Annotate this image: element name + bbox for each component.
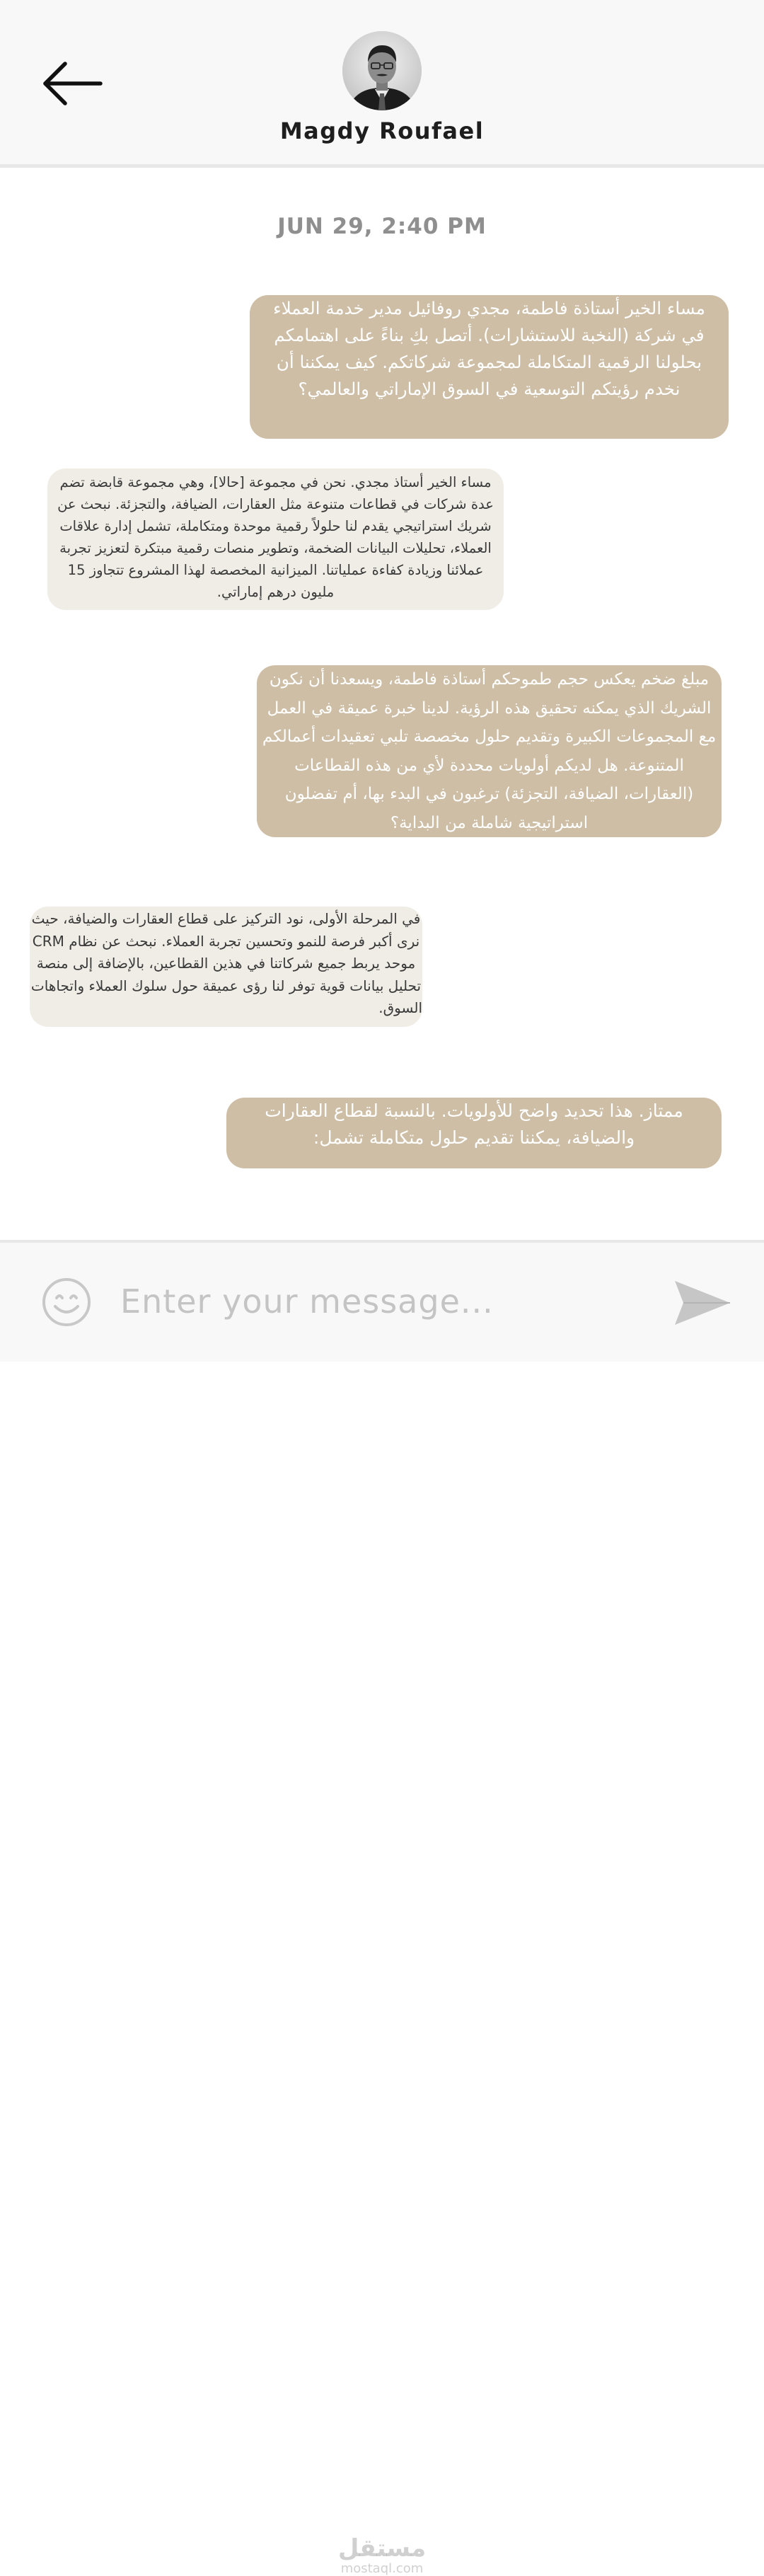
contact-name: Magdy Roufael	[279, 117, 485, 144]
watermark-latin: mostaql.com	[340, 2561, 424, 2576]
message-input[interactable]	[119, 1272, 645, 1330]
avatar[interactable]	[342, 31, 422, 110]
conversation-timestamp: JUN 29, 2:40 PM	[277, 214, 487, 239]
watermark-arabic: مستقل	[337, 2534, 427, 2563]
message-bubble-outgoing[interactable]: مبلغ ضخم يعكس حجم طموحكم أستاذة فاطمة، ويسعدنا أن نكون الشريك الذي يمكنه تحقيق هذه الرؤية. لدينا خبرة عميقة في العمل مع المجموعات الكبيرة وتقديم حلول مخصصة تلبي تعقيدات أعمالكم المتنوعة. هل لديكم أولويات محددة لأي من هذه القطاعات (العقارات، الضيافة، التجزئة) ترغبون في البدء بها، أم تفضلون استراتيجية شاملة من البداية؟	[257, 665, 722, 837]
message-bubble-outgoing[interactable]: مساء الخير أستاذة فاطمة، مجدي روفائيل مدير خدمة العملاء في شركة (النخبة للاستشارات). أتصل بكِ بناءً على اهتمامكم بحلولنا الرقمية المتكاملة لمجموعة شركاتكم. كيف يمكننا أن نخدم رؤيتكم التوسعية في السوق الإماراتي والعالمي؟	[250, 295, 729, 439]
emoji-button[interactable]	[41, 1277, 92, 1328]
arrow-left-icon	[41, 58, 105, 108]
message-composer	[0, 1240, 764, 2576]
message-bubble-outgoing[interactable]: ممتاز. هذا تحديد واضح للأولويات. بالنسبة لقطاع العقارات والضيافة، يمكننا تقديم حلول متكاملة تشمل:	[226, 1098, 722, 1168]
watermark	[332, 2535, 432, 2576]
back-button[interactable]	[41, 58, 105, 108]
message-bubble-incoming[interactable]: في المرحلة الأولى، نود التركيز على قطاع العقارات والضيافة، حيث نرى أكبر فرصة للنمو وتحسين تجربة العملاء. نبحث عن نظام CRM موحد يربط جميع شركاتنا في هذين القطاعين، بالإضافة إلى منصة تحليل بيانات قوية توفر لنا رؤى عميقة حول سلوك العملاء واتجاهات السوق.	[30, 907, 422, 1027]
message-bubble-incoming[interactable]: مساء الخير أستاذ مجدي. نحن في مجموعة [حالا]، وهي مجموعة قابضة تضم عدة شركات في قطاعات متنوعة مثل العقارات، الضيافة، والتجزئة. نبحث عن شريك استراتيجي يقدم لنا حلولاً رقمية موحدة ومتكاملة، تشمل إدارة علاقات العملاء، تحليلات البيانات الضخمة، وتطوير منصات رقمية مبتكرة لتعزيز تجربة عملائنا وزيادة كفاءة عملياتنا. الميزانية المخصصة لهذا المشروع تتجاوز 15 مليون درهم إماراتي.	[47, 468, 504, 610]
send-button[interactable]	[672, 1278, 731, 1328]
chat-header	[0, 0, 764, 168]
smiley-icon	[41, 1277, 92, 1328]
send-icon	[672, 1278, 731, 1328]
contact-avatar-icon	[342, 31, 422, 110]
